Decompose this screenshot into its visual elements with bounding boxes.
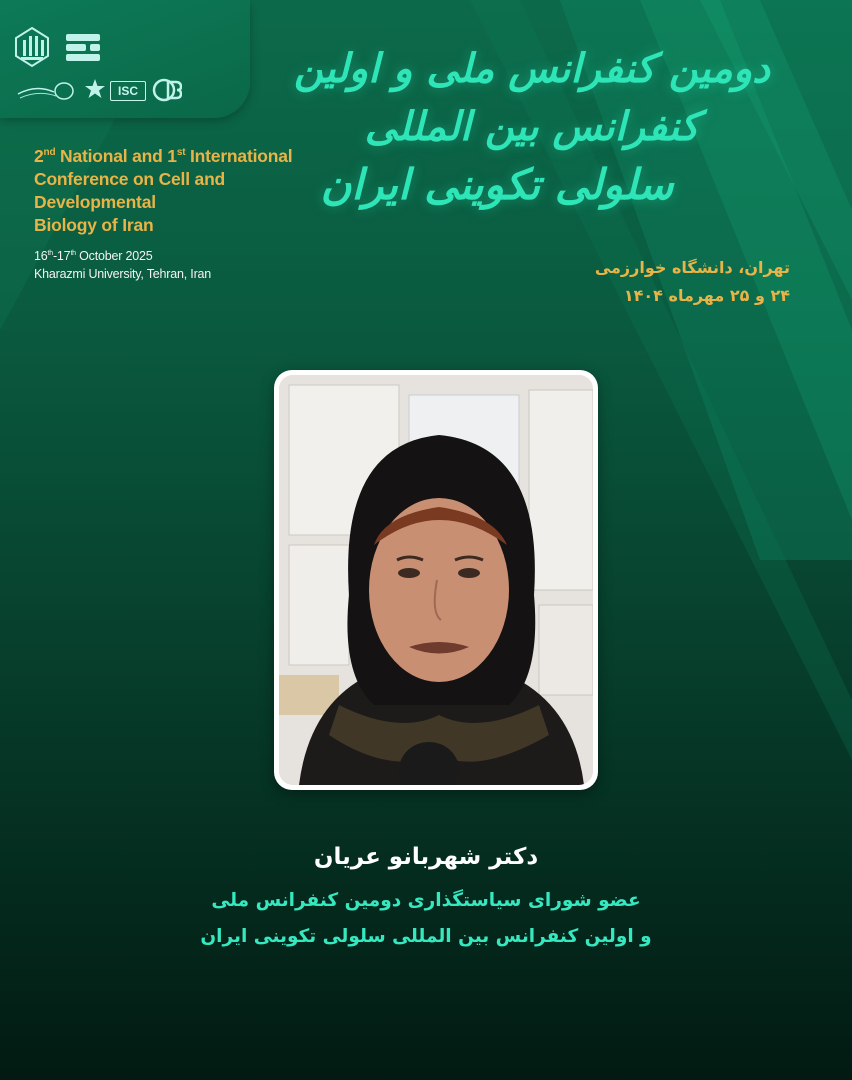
title-line-3: Biology of Iran: [34, 215, 154, 235]
isc-logo-icon: ISC: [110, 81, 146, 101]
portrait-photo: [279, 375, 593, 785]
person-role-line-1: عضو شورای سیاستگذاری دومین کنفرانس ملی: [211, 890, 641, 911]
date-line: 16th-17th October 2025: [34, 249, 153, 263]
title-line-2: Conference on Cell and Developmental: [34, 169, 226, 212]
title-line-1: 2nd National and 1st International: [34, 146, 293, 166]
sponsor-logo-icon: [16, 80, 76, 102]
society-logo-icon: [62, 30, 104, 66]
conference-title-persian: [262, 40, 802, 214]
venue-line: Kharazmi University, Tehran, Iran: [34, 267, 212, 281]
star-logo-icon: [84, 78, 106, 100]
university-logo-icon: [14, 26, 50, 68]
fa-date: ۲۴ و ۲۵ مهرماه ۱۴۰۴: [623, 286, 790, 305]
person-role-line-2: و اولین کنفرانس بین المللی سلولی تکوینی ایران: [200, 926, 652, 947]
portrait-frame: [274, 370, 598, 790]
conference-date-english: [34, 247, 294, 283]
conference-location-persian: [490, 254, 790, 310]
gb-logo-icon: [152, 78, 182, 102]
fa-title-line-1: دومین کنفرانس ملی و اولین کنفرانس بین المللی: [294, 46, 770, 150]
fa-title-line-2: سلولی تکوینی ایران: [320, 160, 674, 209]
person-name: دکتر شهربانو عریان: [313, 844, 539, 870]
fa-location: تهران، دانشگاه خوارزمی: [594, 258, 790, 277]
